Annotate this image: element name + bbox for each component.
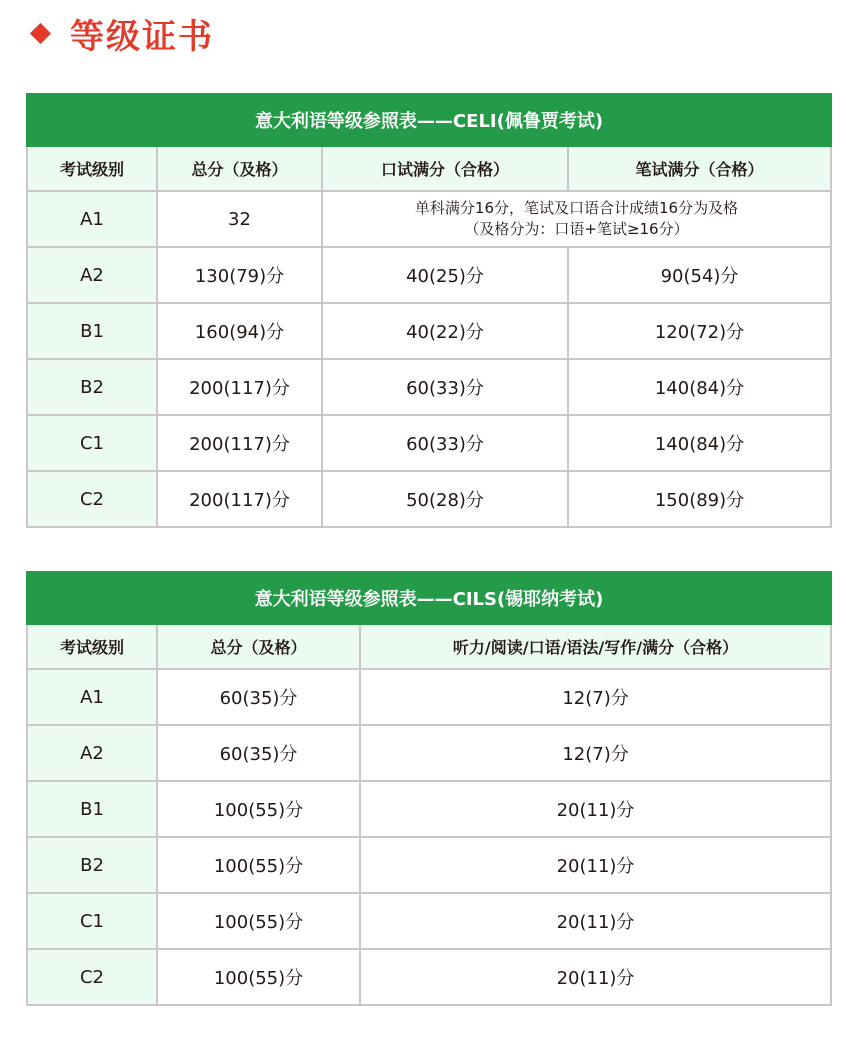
header-oral: 口试满分（合格） <box>322 146 568 191</box>
table-row <box>27 837 831 893</box>
table-row <box>27 725 831 781</box>
level-cell: B2 <box>27 359 157 415</box>
total-cell: 60(35)分 <box>157 725 360 781</box>
celi-table <box>26 93 832 528</box>
section-cell: 20(11)分 <box>360 949 831 1005</box>
celi-table-title: 意大利语等级参照表——CELI(佩鲁贾考试) <box>27 94 831 146</box>
header-written: 笔试满分（合格） <box>568 146 831 191</box>
total-cell: 100(55)分 <box>157 949 360 1005</box>
section-title: 等级证书 <box>70 16 214 57</box>
section-cell: 12(7)分 <box>360 669 831 725</box>
level-cell: B2 <box>27 837 157 893</box>
total-cell: 100(55)分 <box>157 837 360 893</box>
oral-cell: 60(33)分 <box>322 415 568 471</box>
total-cell: 100(55)分 <box>157 893 360 949</box>
header-section-scores: 听力/阅读/口语/语法/写作/满分（合格） <box>360 624 831 669</box>
a1-note-line2: （及格分为：口语+笔试≥16分） <box>464 220 689 238</box>
level-cell: B1 <box>27 781 157 837</box>
section-heading <box>30 8 214 58</box>
header-level: 考试级别 <box>27 146 157 191</box>
header-level: 考试级别 <box>27 624 157 669</box>
written-cell: 140(84)分 <box>568 415 831 471</box>
total-cell: 200(117)分 <box>157 359 322 415</box>
total-cell: 200(117)分 <box>157 471 322 527</box>
total-cell: 100(55)分 <box>157 781 360 837</box>
table-row <box>27 781 831 837</box>
table-row <box>27 303 831 359</box>
diamond-icon <box>30 22 51 43</box>
written-cell: 120(72)分 <box>568 303 831 359</box>
level-cell: C2 <box>27 471 157 527</box>
table-row <box>27 191 831 247</box>
oral-cell: 60(33)分 <box>322 359 568 415</box>
level-cell: A2 <box>27 725 157 781</box>
cils-table-title: 意大利语等级参照表——CILS(锡耶纳考试) <box>27 572 831 624</box>
table-row <box>27 247 831 303</box>
header-total: 总分（及格） <box>157 624 360 669</box>
level-cell: A1 <box>27 191 157 247</box>
a1-note-line1: 单科满分16分，笔试及口语合计成绩16分为及格 <box>414 199 739 217</box>
table-row <box>27 893 831 949</box>
oral-cell: 50(28)分 <box>322 471 568 527</box>
total-cell: 32 <box>157 191 322 247</box>
written-cell: 150(89)分 <box>568 471 831 527</box>
total-cell: 200(117)分 <box>157 415 322 471</box>
oral-cell: 40(25)分 <box>322 247 568 303</box>
celi-title-row <box>27 94 831 146</box>
cils-title-row <box>27 572 831 624</box>
cils-header-row <box>27 624 831 669</box>
level-cell: A2 <box>27 247 157 303</box>
a1-note-cell <box>322 191 831 247</box>
total-cell: 60(35)分 <box>157 669 360 725</box>
section-cell: 20(11)分 <box>360 781 831 837</box>
section-cell: 20(11)分 <box>360 893 831 949</box>
level-cell: C1 <box>27 893 157 949</box>
level-cell: C1 <box>27 415 157 471</box>
written-cell: 140(84)分 <box>568 359 831 415</box>
header-total: 总分（及格） <box>157 146 322 191</box>
total-cell: 160(94)分 <box>157 303 322 359</box>
cils-table <box>26 571 832 1006</box>
level-cell: A1 <box>27 669 157 725</box>
total-cell: 130(79)分 <box>157 247 322 303</box>
level-cell: C2 <box>27 949 157 1005</box>
section-cell: 20(11)分 <box>360 837 831 893</box>
table-row <box>27 359 831 415</box>
section-cell: 12(7)分 <box>360 725 831 781</box>
table-row <box>27 471 831 527</box>
table-row <box>27 669 831 725</box>
celi-header-row <box>27 146 831 191</box>
level-cell: B1 <box>27 303 157 359</box>
written-cell: 90(54)分 <box>568 247 831 303</box>
oral-cell: 40(22)分 <box>322 303 568 359</box>
table-row <box>27 415 831 471</box>
table-row <box>27 949 831 1005</box>
